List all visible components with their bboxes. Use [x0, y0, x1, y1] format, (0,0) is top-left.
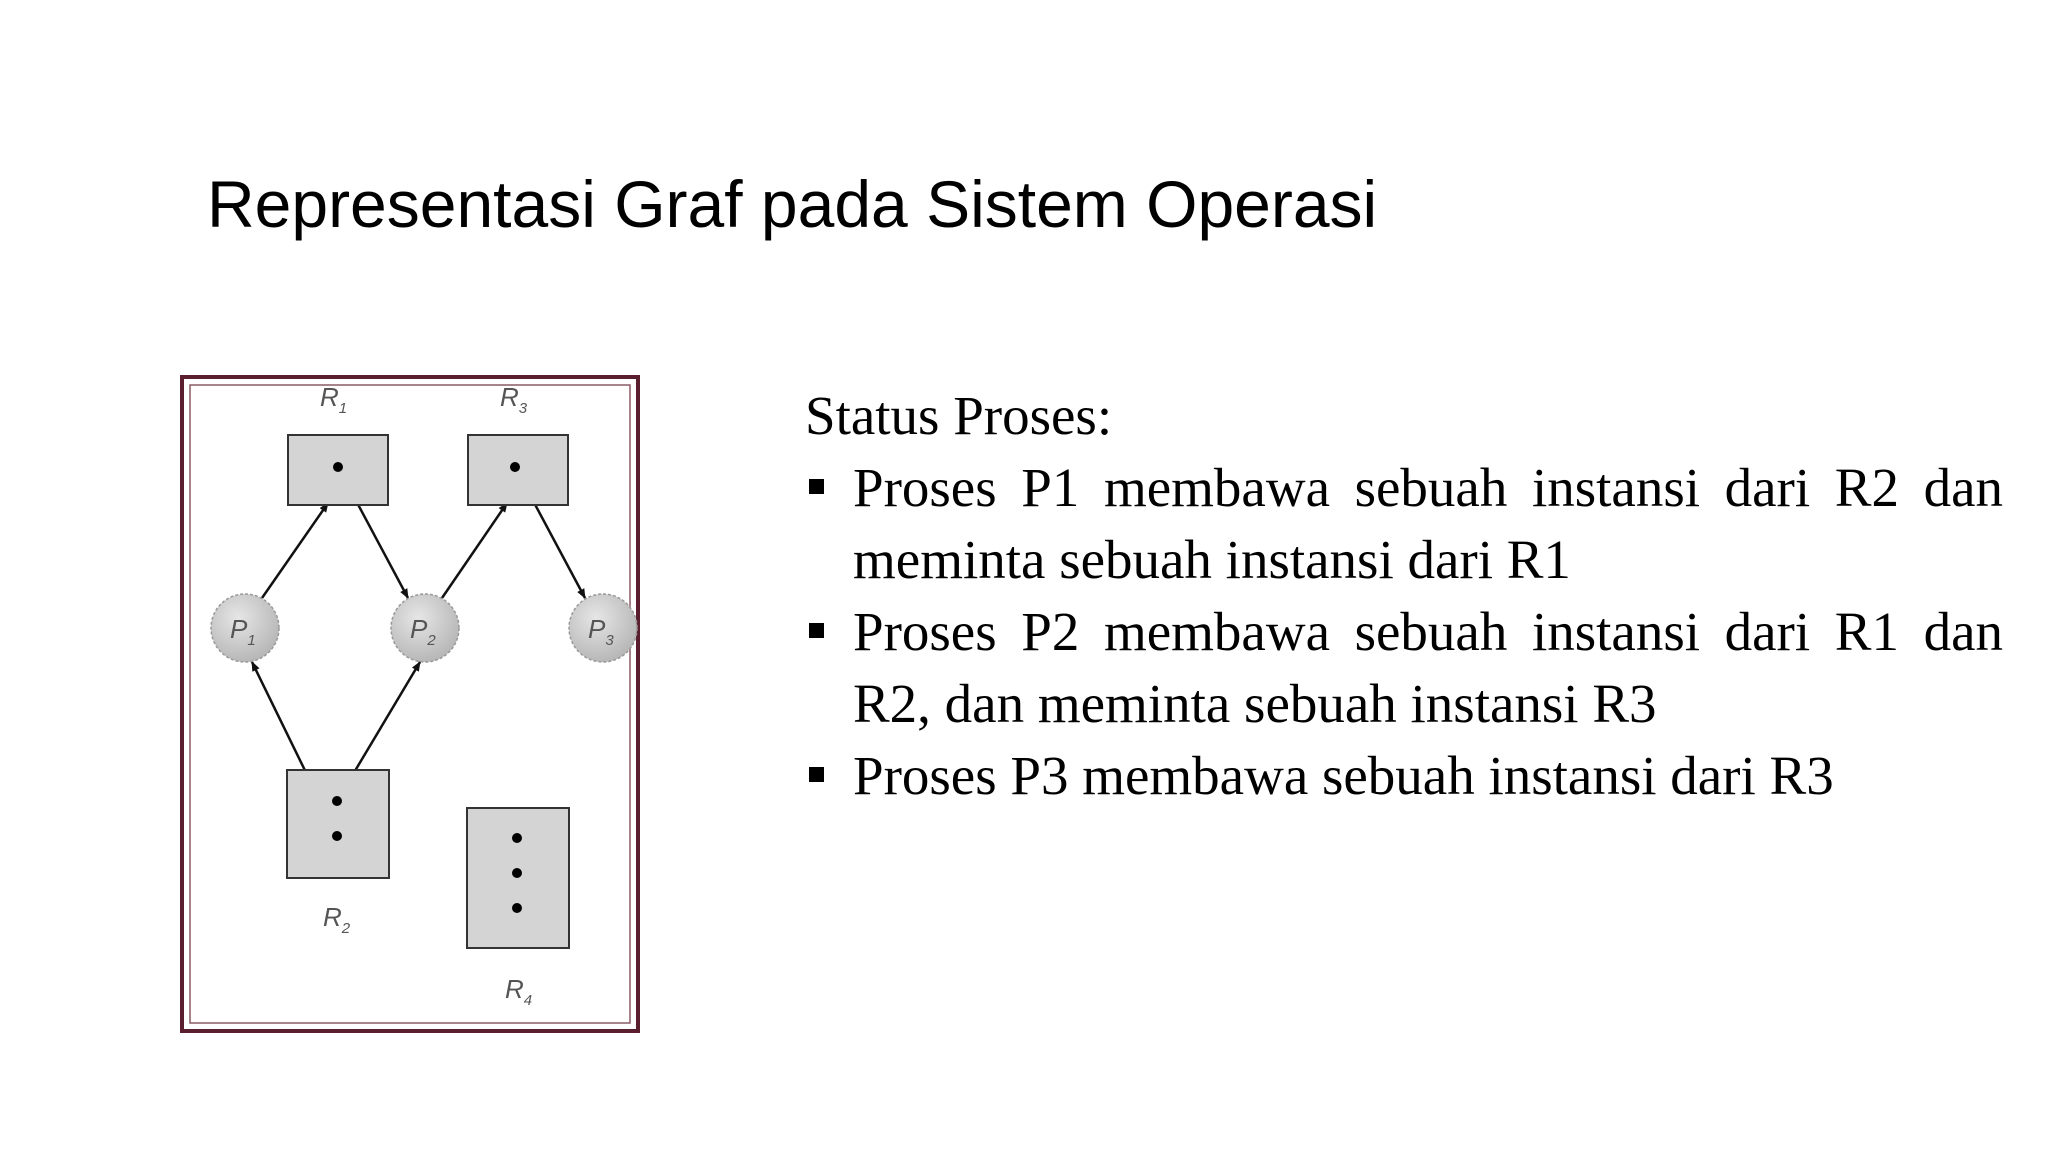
process-P3-label: $P_3$ — [588, 614, 614, 649]
resource-R1-label: $R_1$ — [320, 382, 348, 417]
square-bullet-icon — [809, 623, 824, 638]
status-item-text: Proses P2 membawa sebuah instansi dari R1 dan R2, dan meminta sebuah instansi R3 — [853, 601, 2003, 734]
resource-R2-instance-2 — [332, 831, 342, 841]
resource-R2-instance-1 — [332, 796, 342, 806]
process-P3 — [569, 594, 637, 662]
resource-R4-instance-1 — [512, 833, 522, 843]
status-heading: Status Proses: — [805, 385, 1113, 446]
process-P2-label: $P_2$ — [410, 614, 436, 649]
resource-allocation-graph — [180, 360, 670, 1050]
resource-R2-label: $R_2$ — [323, 902, 351, 937]
resource-R4-instance-3 — [512, 903, 522, 913]
resource-R1-instance — [333, 462, 343, 472]
slide-title: Representasi Graf pada Sistem Operasi — [207, 167, 1378, 241]
status-item-3 — [805, 740, 2003, 812]
resource-R3-instance — [510, 462, 520, 472]
status-item-2 — [805, 596, 2003, 740]
status-item-1 — [805, 452, 2003, 596]
resource-R3-label: $R_3$ — [500, 382, 528, 417]
status-panel — [805, 380, 2003, 812]
process-P1 — [211, 594, 279, 662]
square-bullet-icon — [809, 479, 824, 494]
process-P1-label: $P_1$ — [230, 614, 256, 649]
status-list — [805, 452, 2003, 812]
resource-R4-label: $R_4$ — [505, 974, 533, 1009]
graph-svg — [180, 360, 670, 1050]
process-P2 — [391, 594, 459, 662]
status-item-text: Proses P1 membawa sebuah instansi dari R2 dan meminta sebuah instansi dari R1 — [853, 457, 2003, 590]
resource-R4-instance-2 — [512, 868, 522, 878]
status-item-text: Proses P3 membawa sebuah instansi dari R3 — [853, 745, 1834, 806]
square-bullet-icon — [809, 767, 824, 782]
